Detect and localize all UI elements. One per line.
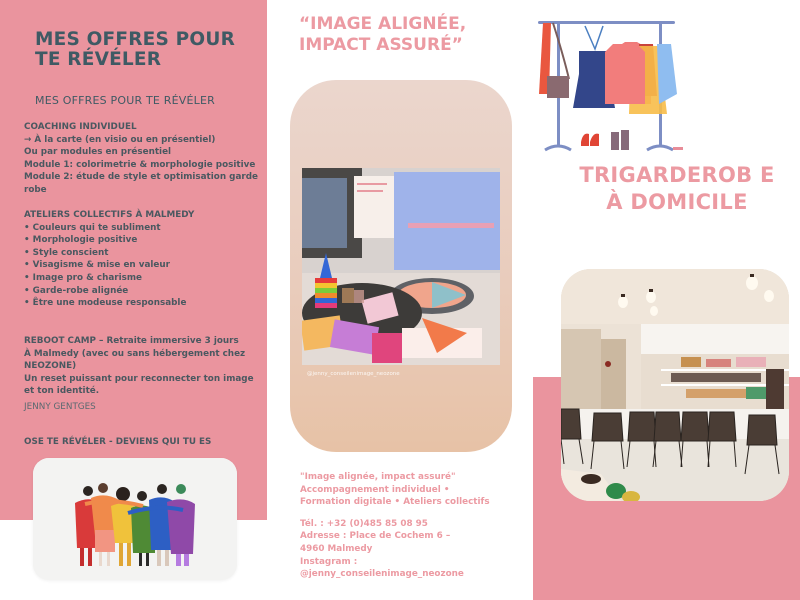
ateliers-heading: ATELIERS COLLECTIFS À MALMEDY bbox=[24, 210, 195, 220]
left-title: MES OFFRES POUR TE RÉVÉLER bbox=[35, 29, 236, 70]
ateliers-section bbox=[24, 209, 264, 310]
workshop-illustration bbox=[302, 168, 500, 365]
salon-photo bbox=[561, 269, 789, 501]
coaching-section bbox=[24, 121, 264, 197]
author-name: JENNY GENTGES bbox=[24, 401, 96, 412]
people-photo bbox=[33, 458, 237, 580]
reboot-heading: REBOOT CAMP – Retraite immersive 3 jours bbox=[24, 336, 239, 346]
salon-illustration bbox=[561, 269, 789, 501]
reboot-line: À Malmedy (avec ou sans hébergement chez NEOZONE) bbox=[24, 348, 246, 372]
headline-quote: “IMAGE ALIGNÉE, IMPACT ASSURÉ” bbox=[299, 14, 467, 55]
contact-phone: Tél. : +32 (0)485 85 08 95 bbox=[300, 518, 428, 529]
ateliers-item: • Morphologie positive bbox=[24, 235, 138, 246]
ateliers-item: • Couleurs qui te subliment bbox=[24, 222, 161, 233]
contact-instagram-handle: @jenny_conseilenimage_neozone bbox=[300, 569, 464, 580]
trigarderobe-title: TRIGARDEROB E À DOMICILE bbox=[579, 163, 775, 214]
coaching-line: Module 2: étude de style et optimisation garde robe bbox=[24, 172, 258, 195]
photo-caption: @jenny_conseilenimage_neozone bbox=[307, 371, 400, 377]
clothing-rack-illustration bbox=[533, 14, 678, 154]
reboot-section bbox=[24, 335, 264, 414]
reboot-line: Un reset puissant pour reconnecter ton image et ton identité. bbox=[24, 373, 254, 397]
contact-services: Accompagnement individuel • Formation digitale • Ateliers collectifs bbox=[300, 484, 490, 508]
ateliers-item: • Visagisme & mise en valeur bbox=[24, 260, 170, 271]
contact-address: Adresse : Place de Cochem 6 – 4960 Malmedy bbox=[300, 531, 451, 554]
accent-dash bbox=[673, 147, 683, 150]
left-subtitle: MES OFFRES POUR TE RÉVÉLER bbox=[35, 94, 215, 107]
coaching-line: Ou par modules en présentiel bbox=[24, 147, 172, 158]
contact-quote: "Image alignée, impact assuré" bbox=[300, 472, 456, 482]
clothing-rack-icon bbox=[533, 14, 678, 154]
contact-instagram-label: Instagram : bbox=[300, 556, 358, 567]
ateliers-item: • Style conscient bbox=[24, 247, 109, 258]
ateliers-item: • Image pro & charisme bbox=[24, 272, 142, 283]
coaching-line: Module 1: colorimetrie & morphologie positive bbox=[24, 159, 256, 170]
coaching-line: → À la carte (en visio ou en présentiel) bbox=[24, 134, 216, 145]
tagline: OSE TE RÉVÉLER - DEVIENS QUI TU ES bbox=[24, 437, 212, 447]
contact-block bbox=[300, 471, 530, 581]
workshop-photo bbox=[302, 168, 500, 365]
people-illustration bbox=[33, 458, 237, 580]
ateliers-item: • Garde-robe alignée bbox=[24, 285, 129, 296]
coaching-heading: COACHING INDIVIDUEL bbox=[24, 122, 137, 132]
ateliers-item: • Être une modeuse responsable bbox=[24, 298, 187, 309]
